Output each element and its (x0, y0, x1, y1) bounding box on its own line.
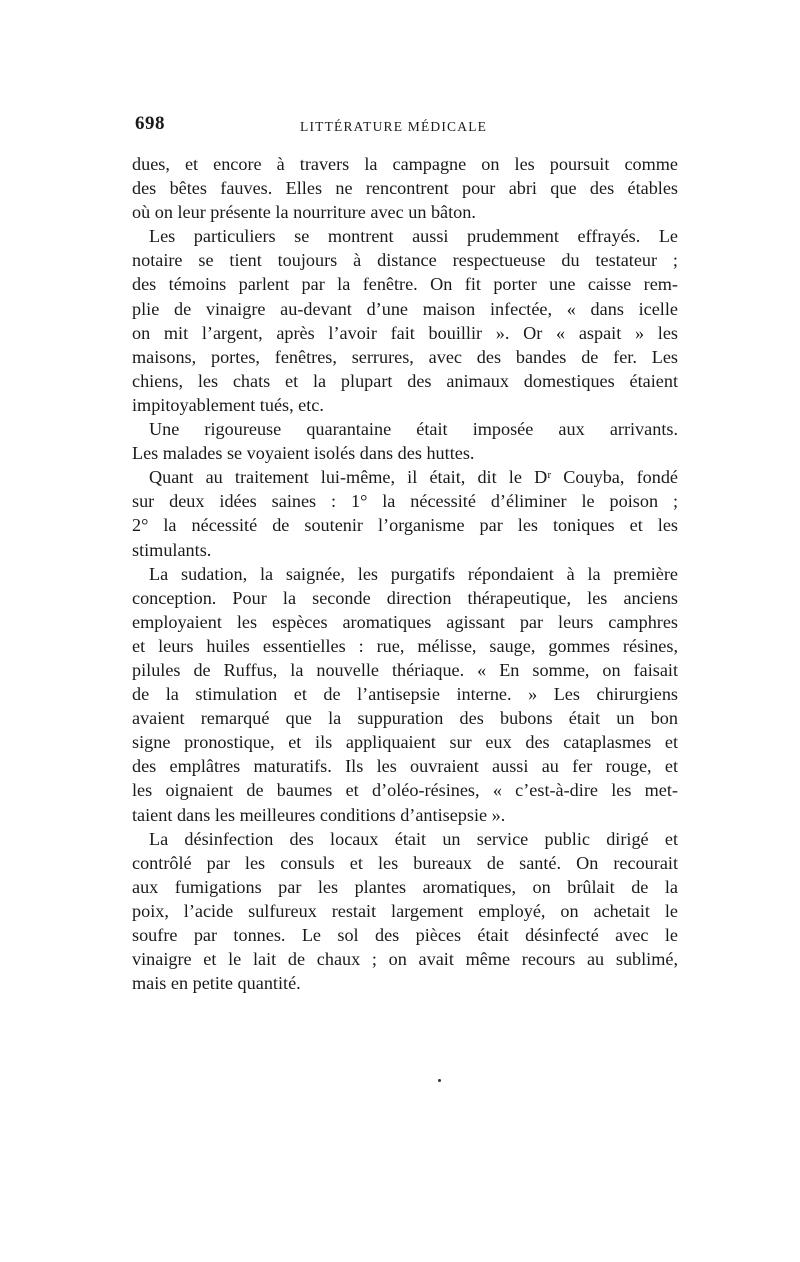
text-line: de la stimulation et de l’antisepsie interne. » Les chirurgiens (132, 684, 678, 705)
text-line: et leurs huiles essentielles : rue, mélisse, sauge, gommes résines, (132, 635, 678, 656)
text-line: contrôlé par les consuls et les bureaux de santé. On recourait (132, 852, 678, 873)
text-line: stimulants. (132, 539, 212, 560)
text-line: Les particuliers se montrent aussi prudemment effrayés. Le (149, 226, 678, 247)
page-number: 698 (135, 113, 165, 134)
body-text (132, 152, 678, 995)
text-line: vinaigre et le lait de chaux ; on avait même recours au sublimé, (132, 949, 678, 970)
text-line: 2° la nécessité de soutenir l’organisme par les toniques et les (132, 515, 678, 536)
text-line: taient dans les meilleures conditions d’antisepsie ». (132, 804, 506, 825)
text-line: chiens, les chats et la plupart des animaux domestiques étaient (132, 370, 678, 391)
text-line: La désinfection des locaux était un service public dirigé et (149, 828, 678, 849)
text-line: La sudation, la saignée, les purgatifs répondaient à la première (149, 563, 678, 584)
text-line: conception. Pour la seconde direction thérapeutique, les anciens (132, 587, 678, 608)
text-line: Une rigoureuse quarantaine était imposée aux arrivants. (149, 419, 678, 440)
text-line: où on leur présente la nourriture avec un bâton. (132, 202, 476, 223)
text-line: avaient remarqué que la suppuration des bubons était un bon (132, 708, 678, 729)
text-line: mais en petite quantité. (132, 973, 301, 994)
text-line: on mit l’argent, après l’avoir fait bouillir ». Or « aspait » les (132, 322, 678, 343)
text-line: employaient les espèces aromatiques agissant par leurs camphres (132, 611, 678, 632)
text-line: maisons, portes, fenêtres, serrures, avec des bandes de fer. Les (132, 346, 678, 367)
text-line: soufre par tonnes. Le sol des pièces était désinfecté avec le (132, 925, 678, 945)
text-line: Quant au traitement lui-même, il était, dit le Dʳ Couyba, fondé (149, 467, 678, 488)
running-head (132, 113, 678, 139)
text-line: impitoyablement tués, etc. (132, 394, 324, 415)
text-line: plie de vinaigre au-devant d’une maison infectée, « dans icelle (132, 298, 678, 319)
text-line: sur deux idées saines : 1° la nécessité d’éliminer le poison ; (132, 491, 678, 512)
text-line: signe pronostique, et ils appliquaient sur eux des cataplasmes et (132, 732, 678, 753)
text-line: aux fumigations par les plantes aromatiques, on brûlait de la (132, 876, 678, 897)
text-line: pilules de Ruffus, la nouvelle thériaque. « En somme, on faisait (132, 659, 678, 680)
text-line: notaire se tient toujours à distance respectueuse du testateur ; (132, 250, 678, 271)
ink-dot (438, 1079, 441, 1082)
text-line: dues, et encore à travers la campagne on les poursuit comme (132, 154, 678, 174)
book-page (132, 113, 678, 995)
running-title: LITTÉRATURE MÉDICALE (300, 119, 488, 134)
text-line: les oignaient de baumes et d’oléo-résines, « c’est-à-dire les met- (132, 780, 678, 801)
text-line: des témoins parlent par la fenêtre. On fit porter une caisse rem- (132, 274, 678, 295)
text-line: poix, l’acide sulfureux restait largement employé, on achetait le (132, 900, 678, 921)
text-line: des emplâtres maturatifs. Ils les ouvraient aussi au fer rouge, et (132, 756, 678, 777)
text-line: des bêtes fauves. Elles ne rencontrent pour abri que des étables (132, 178, 678, 199)
text-line: Les malades se voyaient isolés dans des huttes. (132, 443, 475, 464)
